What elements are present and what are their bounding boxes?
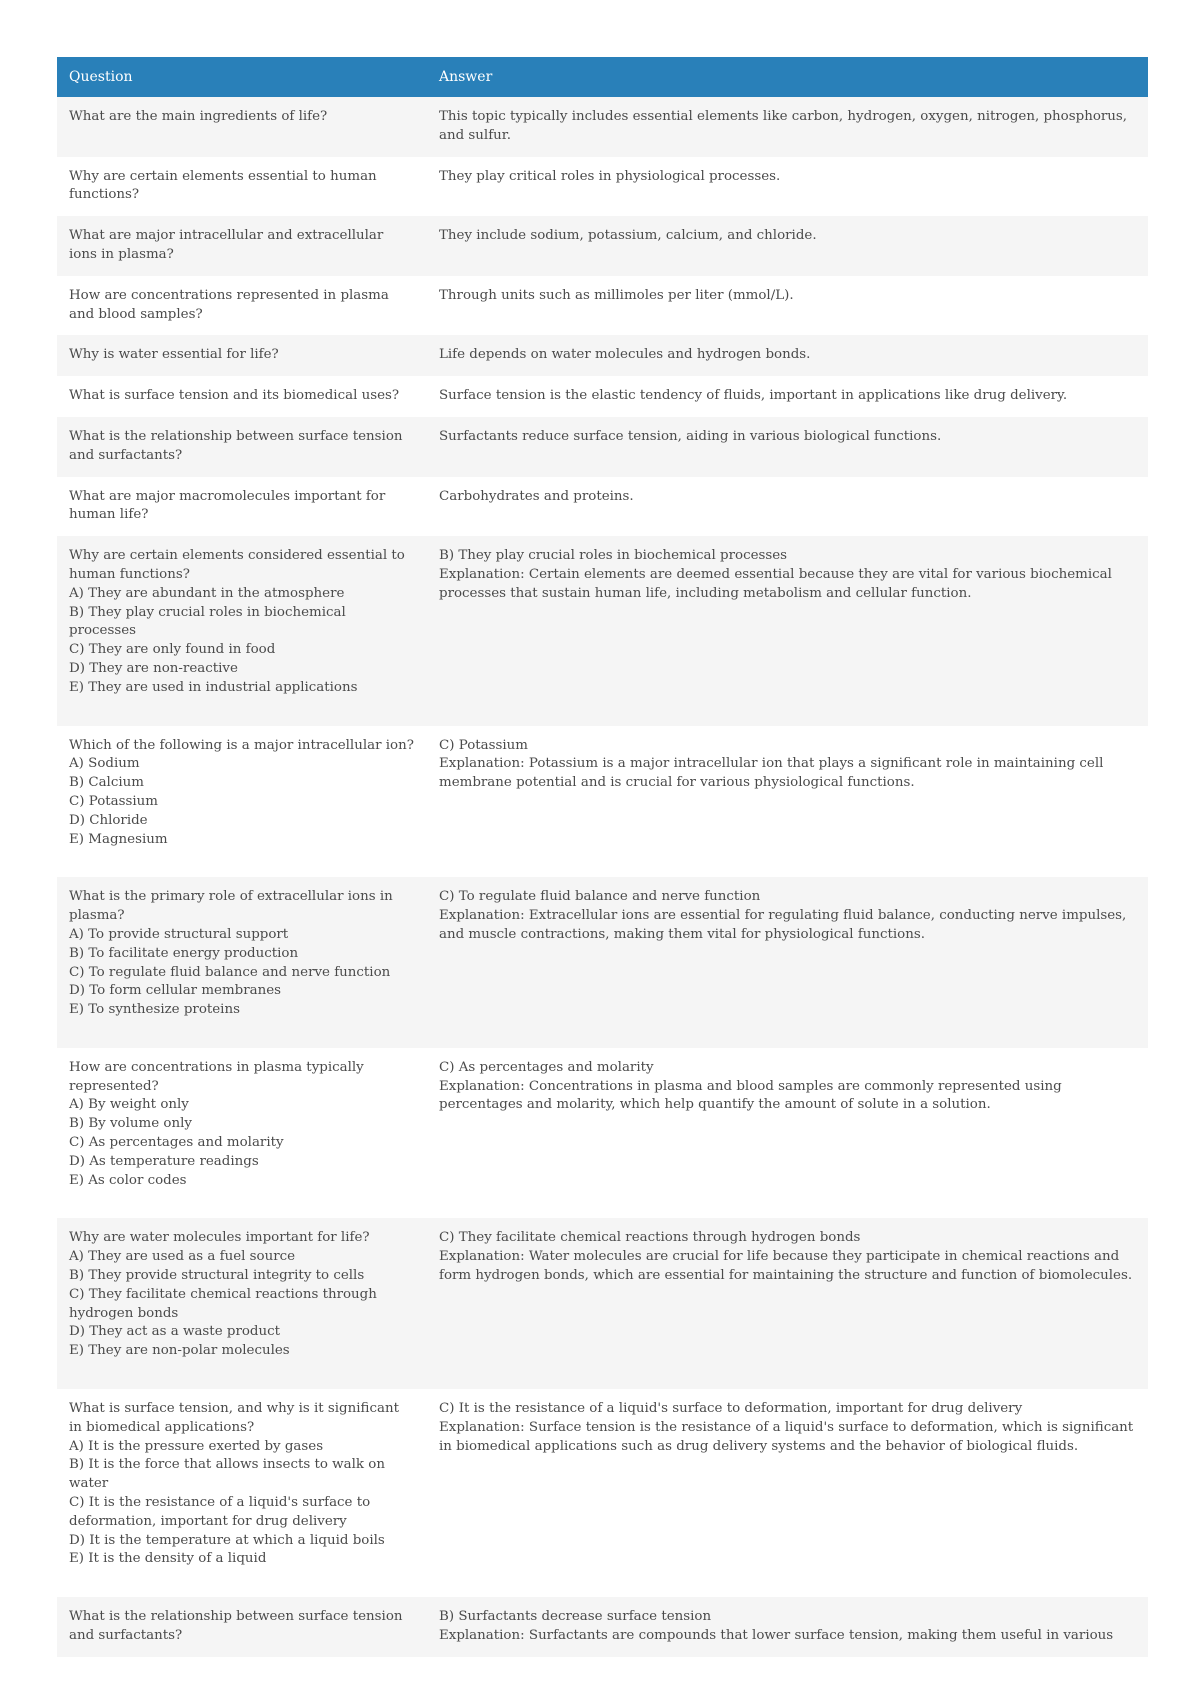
question-line: What are major macromolecules important for human life? — [69, 488, 386, 523]
question-line: E) They are non-polar molecules — [69, 1343, 290, 1359]
question-cell — [57, 536, 427, 725]
table-body — [57, 97, 1148, 1657]
question-line: Which of the following is a major intracellular ion? — [69, 737, 414, 753]
answer-cell — [427, 536, 1148, 725]
answer-line: C) They facilitate chemical reactions through hydrogen bonds — [439, 1230, 861, 1246]
question-cell — [57, 335, 427, 376]
answer-cell — [427, 1389, 1148, 1597]
answer-cell — [427, 1048, 1148, 1219]
question-line: D) It is the temperature at which a liquid boils — [69, 1532, 385, 1548]
answer-column-header: Answer — [439, 68, 493, 85]
question-cell — [57, 157, 427, 217]
table-row — [57, 157, 1148, 217]
question-line: C) To regulate fluid balance and nerve function — [69, 964, 391, 980]
question-cell — [57, 376, 427, 417]
table-row — [57, 1597, 1148, 1657]
question-cell — [57, 216, 427, 276]
answer-line: Surface tension is the elastic tendency of fluids, important in applications like drug delivery. — [439, 388, 1068, 404]
question-line: A) They are abundant in the atmosphere — [69, 585, 345, 601]
question-line: B) To facilitate energy production — [69, 945, 299, 961]
question-line: E) To synthesize proteins — [69, 1002, 240, 1018]
question-line: D) They are non-reactive — [69, 660, 238, 676]
answer-line: B) Surfactants decrease surface tension — [439, 1609, 712, 1625]
question-line: D) Chloride — [69, 812, 148, 828]
table-row — [57, 335, 1148, 376]
question-cell — [57, 97, 427, 157]
answer-line: Explanation: Water molecules are crucial for life because they participate in chemical reactions and form hydrogen bonds, which are essential for maintaining the structure and function of biomolecules. — [439, 1249, 1133, 1284]
question-line: B) Calcium — [69, 775, 144, 791]
question-line: Why are certain elements considered essential to human functions? — [69, 548, 405, 582]
answer-line: Explanation: Potassium is a major intracellular ion that plays a significant role in maintaining cell membrane potential and is crucial for various physiological functions. — [439, 756, 1104, 791]
question-line: What are major intracellular and extracellular ions in plasma? — [69, 228, 384, 262]
answer-cell — [427, 1597, 1148, 1657]
question-cell — [57, 1218, 427, 1389]
table-row — [57, 417, 1148, 477]
question-cell — [57, 877, 427, 1048]
question-cell — [57, 417, 427, 477]
question-line: C) They facilitate chemical reactions through hydrogen bonds — [69, 1286, 377, 1321]
answer-cell — [427, 477, 1148, 537]
question-cell — [57, 1389, 427, 1597]
question-line: D) They act as a waste product — [69, 1324, 280, 1340]
table-row — [57, 216, 1148, 276]
question-line: E) It is the density of a liquid — [69, 1551, 267, 1567]
answer-line: Carbohydrates and proteins. — [439, 488, 634, 504]
answer-line: C) To regulate fluid balance and nerve function — [439, 889, 761, 905]
answer-line: Surfactants reduce surface tension, aiding in various biological functions. — [439, 428, 942, 444]
question-line: D) To form cellular membranes — [69, 983, 282, 999]
answer-line: They include sodium, potassium, calcium, and chloride. — [439, 228, 817, 244]
question-line: Why are certain elements essential to human functions? — [69, 168, 377, 203]
question-line: What is surface tension and its biomedical uses? — [69, 388, 400, 404]
question-cell — [57, 726, 427, 878]
question-cell — [57, 477, 427, 537]
question-column-header: Question — [69, 68, 133, 85]
answer-cell — [427, 157, 1148, 217]
question-line: B) They provide structural integrity to cells — [69, 1268, 365, 1284]
question-line: A) They are used as a fuel source — [69, 1249, 296, 1265]
question-line: Why are water molecules important for life? — [69, 1230, 370, 1246]
table-row — [57, 376, 1148, 417]
answer-line: Explanation: Extracellular ions are essential for regulating fluid balance, conducting nerve impulses, and muscle contractions, making them vital for physiological functions. — [439, 908, 1127, 942]
question-line: What is the relationship between surface tension and surfactants? — [69, 428, 403, 463]
question-line: A) To provide structural support — [69, 926, 289, 942]
question-line: A) Sodium — [69, 756, 140, 772]
question-cell — [57, 1048, 427, 1219]
question-line: A) It is the pressure exerted by gases — [69, 1438, 324, 1454]
answer-line: Explanation: Concentrations in plasma and blood samples are commonly represented using percentages and molarity, which help quantify the amount of solute in a solution. — [439, 1078, 1062, 1113]
answer-cell — [427, 877, 1148, 1048]
answer-line: B) They play crucial roles in biochemical processes — [439, 548, 788, 564]
answer-line: Explanation: Certain elements are deemed essential because they are vital for various biochemical processes that sustain human life, including metabolism and cellular function. — [439, 566, 1112, 601]
answer-cell — [427, 276, 1148, 336]
question-line: E) They are used in industrial applications — [69, 679, 358, 695]
table-row — [57, 877, 1148, 1048]
table-row — [57, 536, 1148, 725]
table-row — [57, 477, 1148, 537]
qa-table — [57, 57, 1148, 1657]
answer-line: C) As percentages and molarity — [439, 1059, 654, 1075]
answer-cell — [427, 1218, 1148, 1389]
question-line: E) Magnesium — [69, 831, 168, 847]
question-line: E) As color codes — [69, 1172, 187, 1188]
answer-line: C) Potassium — [439, 737, 528, 753]
answer-cell — [427, 726, 1148, 878]
table-row — [57, 97, 1148, 157]
question-line: How are concentrations represented in plasma and blood samples? — [69, 287, 389, 322]
answer-line: They play critical roles in physiological processes. — [439, 168, 781, 184]
question-cell — [57, 1597, 427, 1657]
answer-cell — [427, 417, 1148, 477]
question-line: C) As percentages and molarity — [69, 1135, 284, 1151]
question-line: B) They play crucial roles in biochemical processes — [69, 604, 346, 639]
answer-line: This topic typically includes essential elements like carbon, hydrogen, oxygen, nitrogen, phosphorus, and sulfur. — [439, 109, 1128, 143]
table-row — [57, 726, 1148, 878]
table-header-row — [57, 57, 1148, 97]
question-line: What are the main ingredients of life? — [69, 109, 328, 124]
question-line: What is surface tension, and why is it significant in biomedical applications? — [69, 1401, 399, 1435]
question-line: B) It is the force that allows insects to walk on water — [69, 1457, 385, 1492]
question-line: C) They are only found in food — [69, 642, 276, 658]
question-line: B) By volume only — [69, 1116, 192, 1132]
answer-cell — [427, 97, 1148, 157]
answer-line: Explanation: Surface tension is the resistance of a liquid's surface to deformation, which is significant in biomedical applications such as drug delivery systems and the behavior of biological fluids. — [439, 1419, 1134, 1454]
question-line: C) It is the resistance of a liquid's surface to deformation, important for drug delivery — [69, 1495, 371, 1529]
question-line: D) As temperature readings — [69, 1153, 259, 1169]
answer-cell — [427, 216, 1148, 276]
table-row — [57, 1048, 1148, 1219]
answer-line: Explanation: Surfactants are compounds that lower surface tension, making them useful in various — [439, 1628, 1114, 1644]
table-row — [57, 276, 1148, 336]
answer-cell — [427, 335, 1148, 376]
table-row — [57, 1218, 1148, 1389]
question-line: Why is water essential for life? — [69, 347, 279, 363]
question-line: What is the primary role of extracellular ions in plasma? — [69, 889, 393, 924]
answer-line: C) It is the resistance of a liquid's surface to deformation, important for drug delivery — [439, 1401, 1023, 1417]
question-cell — [57, 276, 427, 336]
answer-line: Life depends on water molecules and hydrogen bonds. — [439, 347, 811, 363]
table-row — [57, 1389, 1148, 1597]
question-line: What is the relationship between surface tension and surfactants? — [69, 1609, 403, 1644]
question-line: C) Potassium — [69, 793, 158, 809]
answer-cell — [427, 376, 1148, 417]
answer-line: Through units such as millimoles per liter (mmol/L). — [439, 287, 794, 303]
question-line: How are concentrations in plasma typically represented? — [69, 1059, 364, 1094]
question-line: A) By weight only — [69, 1097, 189, 1113]
